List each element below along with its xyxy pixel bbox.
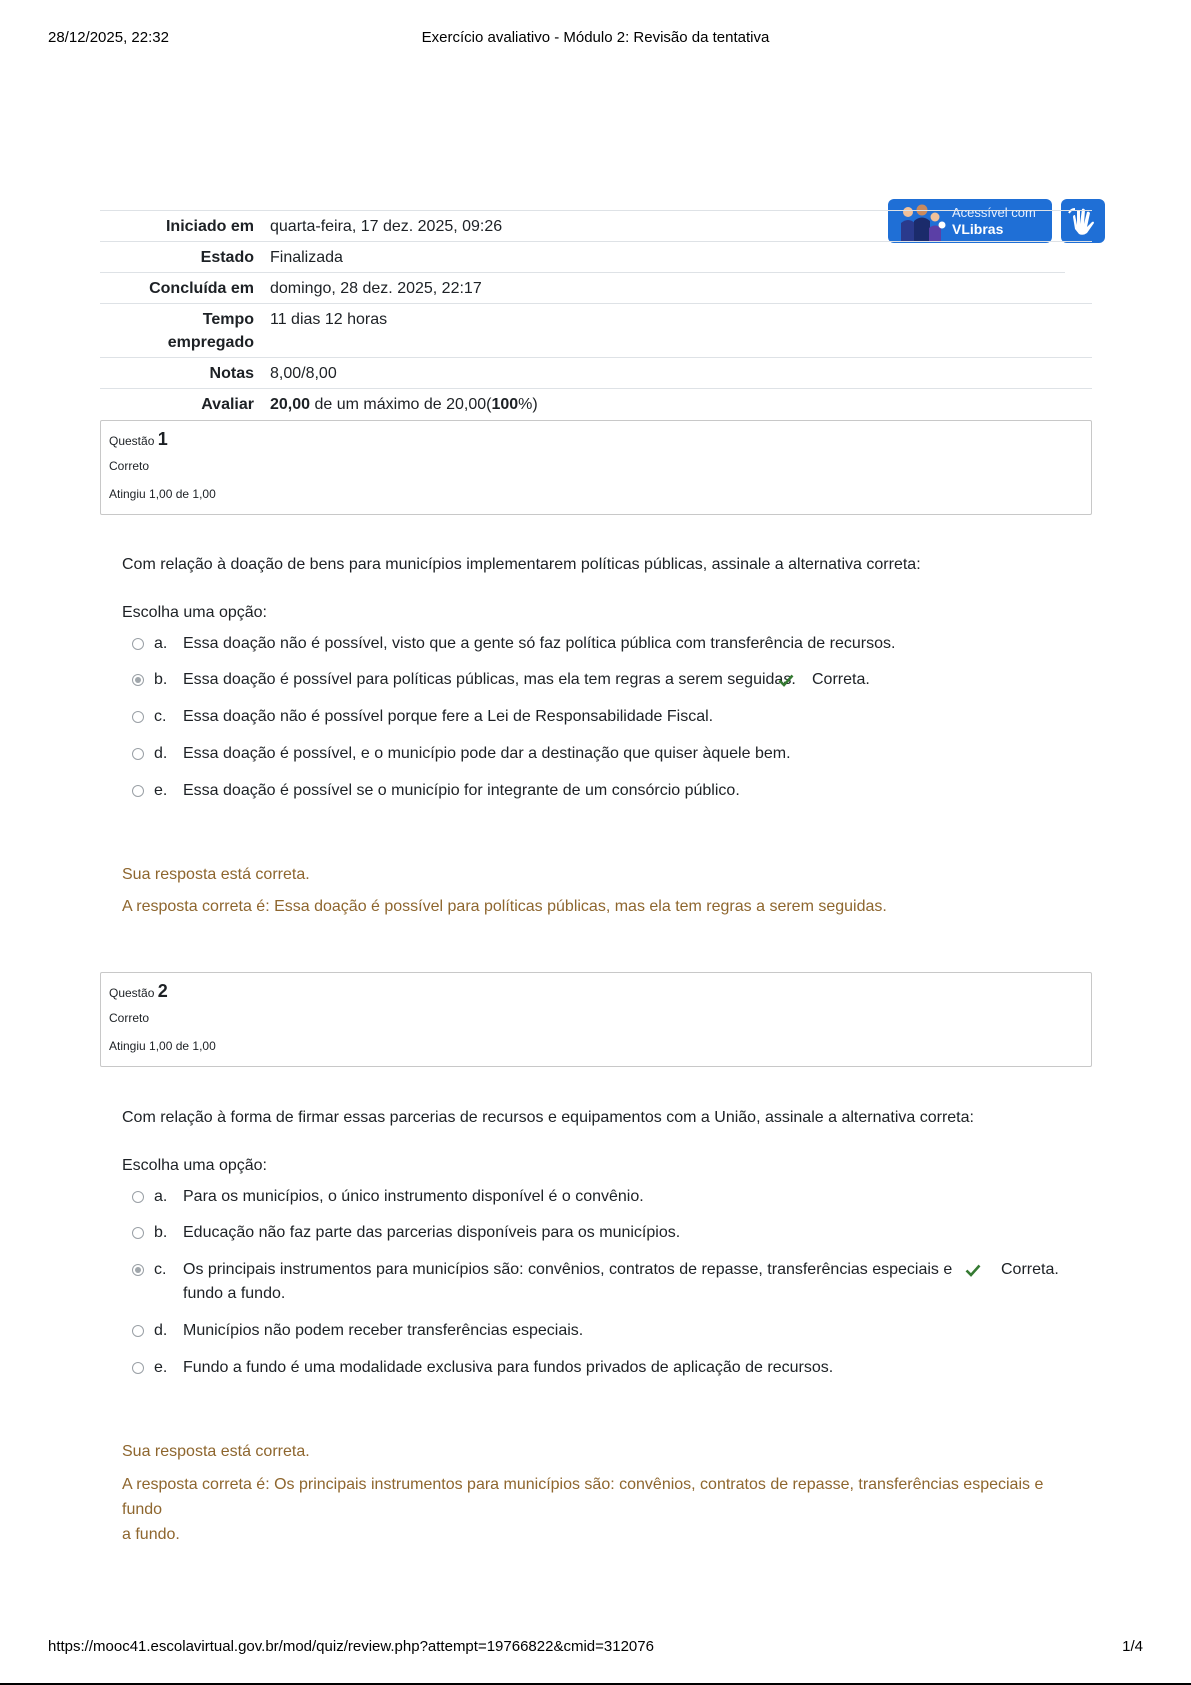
summary-label: Iniciado em (165, 218, 254, 235)
option-text-line1: Os principais instrumentos para municípios são: convênios, contratos de repasse, transferências especiais e (183, 1261, 953, 1278)
summary-row-time (100, 303, 1092, 357)
summary-label: Notas (209, 365, 254, 382)
grade-percent: 100 (491, 396, 519, 413)
option-letter: c. (154, 1261, 167, 1278)
summary-value (270, 393, 1092, 416)
feedback-correct-answer: A resposta correta é: Essa doação é possível para políticas públicas, mas ela tem regras a serem seguidas. (122, 898, 887, 915)
radio-button[interactable] (132, 748, 144, 760)
feedback-answer-line1: A resposta correta é: Os principais instrumentos para municípios são: convênios, contratos de repasse, transferências especiais e fundo (122, 1476, 1044, 1518)
question-state: Correto (109, 1011, 150, 1025)
option-text (183, 1258, 952, 1306)
option-letter: b. (154, 671, 168, 688)
option-letter: b. (154, 1224, 168, 1241)
print-title: Exercício avaliativo - Módulo 2: Revisão da tentativa (421, 29, 770, 46)
feedback-status: Sua resposta está correta. (122, 1443, 310, 1460)
print-header (48, 29, 1143, 49)
grade-score: 20,00 (270, 396, 311, 413)
option-feedback: Correta. (812, 671, 870, 688)
summary-value: 8,00/8,00 (270, 365, 337, 382)
radio-button[interactable] (132, 1191, 144, 1203)
option-text: Essa doação é possível para políticas públicas, mas ela tem regras a serem seguidas. (183, 671, 796, 688)
question-grade: Atingiu 1,00 de 1,00 (109, 1039, 216, 1053)
feedback-correct-answer (122, 1472, 1072, 1547)
option-text: Educação não faz parte das parcerias disponíveis para os municípios. (183, 1224, 681, 1241)
grade-text-end: %) (518, 396, 538, 413)
radio-button[interactable] (132, 711, 144, 723)
option-text: Essa doação não é possível porque fere a Lei de Responsabilidade Fiscal. (183, 708, 714, 725)
summary-label: Estado (200, 249, 254, 266)
option-text: Fundo a fundo é uma modalidade exclusiva para fundos privados de aplicação de recursos. (183, 1359, 834, 1376)
option-letter: a. (154, 635, 168, 652)
option-text-line2: fundo a fundo. (183, 1285, 286, 1302)
option-text: Essa doação não é possível, visto que a gente só faz política pública com transferência de recursos. (183, 635, 896, 652)
option-letter: a. (154, 1188, 168, 1205)
question-state: Correto (109, 459, 150, 473)
summary-value: 11 dias 12 horas (270, 311, 388, 328)
radio-button[interactable] (132, 785, 144, 797)
summary-value: domingo, 28 dez. 2025, 22:17 (270, 280, 482, 297)
option-text: Municípios não podem receber transferências especiais. (183, 1322, 584, 1339)
vlibras-text-2: VLibras (952, 221, 1004, 237)
summary-row-completed (100, 272, 1065, 303)
question-text: Com relação à doação de bens para municípios implementarem políticas públicas, assinale a alternativa correta: (122, 556, 921, 573)
print-date: 28/12/2025, 22:32 (48, 29, 169, 46)
question-info-box (100, 972, 1092, 1067)
print-page-number: 1/4 (1122, 1638, 1143, 1655)
answer-prompt: Escolha uma opção: (122, 604, 267, 621)
radio-button[interactable] (132, 1227, 144, 1239)
question-grade: Atingiu 1,00 de 1,00 (109, 487, 216, 501)
question-number (109, 429, 168, 450)
radio-button[interactable] (132, 1362, 144, 1374)
question-info-box (100, 420, 1092, 515)
option-letter: e. (154, 782, 168, 799)
radio-button[interactable] (132, 638, 144, 650)
option-letter: e. (154, 1359, 168, 1376)
question-number (109, 981, 168, 1002)
feedback-answer-line2: a fundo. (122, 1526, 180, 1543)
option-feedback: Correta. (1001, 1261, 1059, 1278)
feedback-status: Sua resposta está correta. (122, 866, 310, 883)
radio-button-checked[interactable] (132, 1264, 144, 1276)
question-label: Questão (109, 986, 155, 1000)
summary-value: Finalizada (270, 249, 343, 266)
summary-label (100, 308, 270, 354)
option-text: Essa doação é possível se o município for integrante de um consórcio público. (183, 782, 740, 799)
option-text: Essa doação é possível, e o município pode dar a destinação que quiser àquele bem. (183, 745, 791, 762)
radio-button-checked[interactable] (132, 674, 144, 686)
correct-check-icon (778, 672, 794, 688)
summary-label: Avaliar (201, 396, 254, 413)
correct-check-icon (965, 1262, 981, 1278)
print-url: https://mooc41.escolavirtual.gov.br/mod/quiz/review.php?attempt=19766822&cmid=312076 (48, 1638, 654, 1655)
option-letter: c. (154, 708, 167, 725)
question-label: Questão (109, 434, 155, 448)
summary-label-line1: Tempo (202, 311, 254, 328)
summary-row-started (100, 210, 1092, 241)
question-number-value: 1 (157, 429, 168, 449)
option-letter: d. (154, 1322, 168, 1339)
attempt-summary-table (100, 210, 1092, 419)
answer-prompt: Escolha uma opção: (122, 1157, 267, 1174)
option-letter: d. (154, 745, 168, 762)
grade-text: de um máximo de 20,00( (310, 396, 492, 413)
question-number-value: 2 (157, 981, 168, 1001)
summary-row-grade (100, 388, 1092, 419)
vlibras-text-1: Acessível com (952, 205, 1036, 220)
summary-value: quarta-feira, 17 dez. 2025, 09:26 (270, 218, 503, 235)
summary-label-line2: empregado (167, 334, 254, 351)
summary-row-state (100, 241, 1092, 272)
answer-option-selected[interactable] (130, 1258, 1070, 1308)
question-text: Com relação à forma de firmar essas parcerias de recursos e equipamentos com a União, assinale a alternativa correta: (122, 1109, 974, 1126)
summary-label: Concluída em (149, 280, 254, 297)
summary-row-marks (100, 357, 1092, 388)
radio-button[interactable] (132, 1325, 144, 1337)
option-text: Para os municípios, o único instrumento disponível é o convênio. (183, 1188, 644, 1205)
